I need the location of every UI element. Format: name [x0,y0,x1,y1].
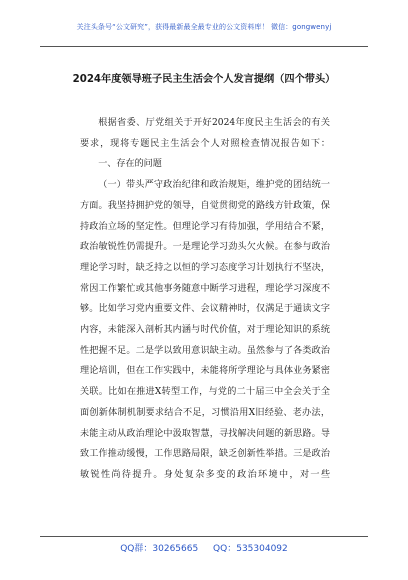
intro-paragraph: 根据省委、厅党组关于开好2024年度民主生活会的有关要求，现将专题民主生活会个人对照检查情况报告如下： [80,118,330,149]
footer-divider [40,536,368,537]
document-body [80,113,330,486]
document-title: 2024年度领导班子民主生活会个人发言提纲（四个带头） [72,74,336,85]
header-divider [40,46,368,47]
body-paragraph: （一）带头严守政治纪律和政治规矩，维护党的团结统一方面。我坚持拥护党的领导，自觉贯彻党的路线方针政策，保持政治立场的坚定性。但理论学习有待加强，学用结合不紧，政治敏锐性仍需提升。一是理论学习劲头欠火候。在参与政治理论学习时，缺乏持之以恒的学习态度学习计划执行不坚决，常因工作繁忙或其他事务随意中断学习进程，理论学习深度不够。比如学习党内重要文件、会议精神时，仅满足于通读文字内容，未能深入剖析其内涵与时代价值，对于理论知识的系统性把握不足。二是学以致用意识缺主动。虽然参与了各类政治理论培训，但在工作实践中，未能将所学理论与具体业务紧密关联。比如在推进X转型工作，与党的二十届三中全会关于全面创新体制机制要求结合不足，习惯沿用X旧经验、老办法，未能主动从政治理论中汲取智慧，寻找解决问题的新思路。导致工作推动缓慢，工作思路局限，缺乏创新性举措。三是政治敏锐性尚待提升。身处复杂多变的政治环境中，对一些 [80,180,330,480]
footer-contact: QQ群：30265665 QQ：535304092 [120,544,288,554]
header-banner: 关注头条号“公文研究”，获得最新最全最专业的公文资料库！ 微信：gongwenyj [76,23,332,31]
section-heading: 一、存在的问题 [98,159,162,170]
